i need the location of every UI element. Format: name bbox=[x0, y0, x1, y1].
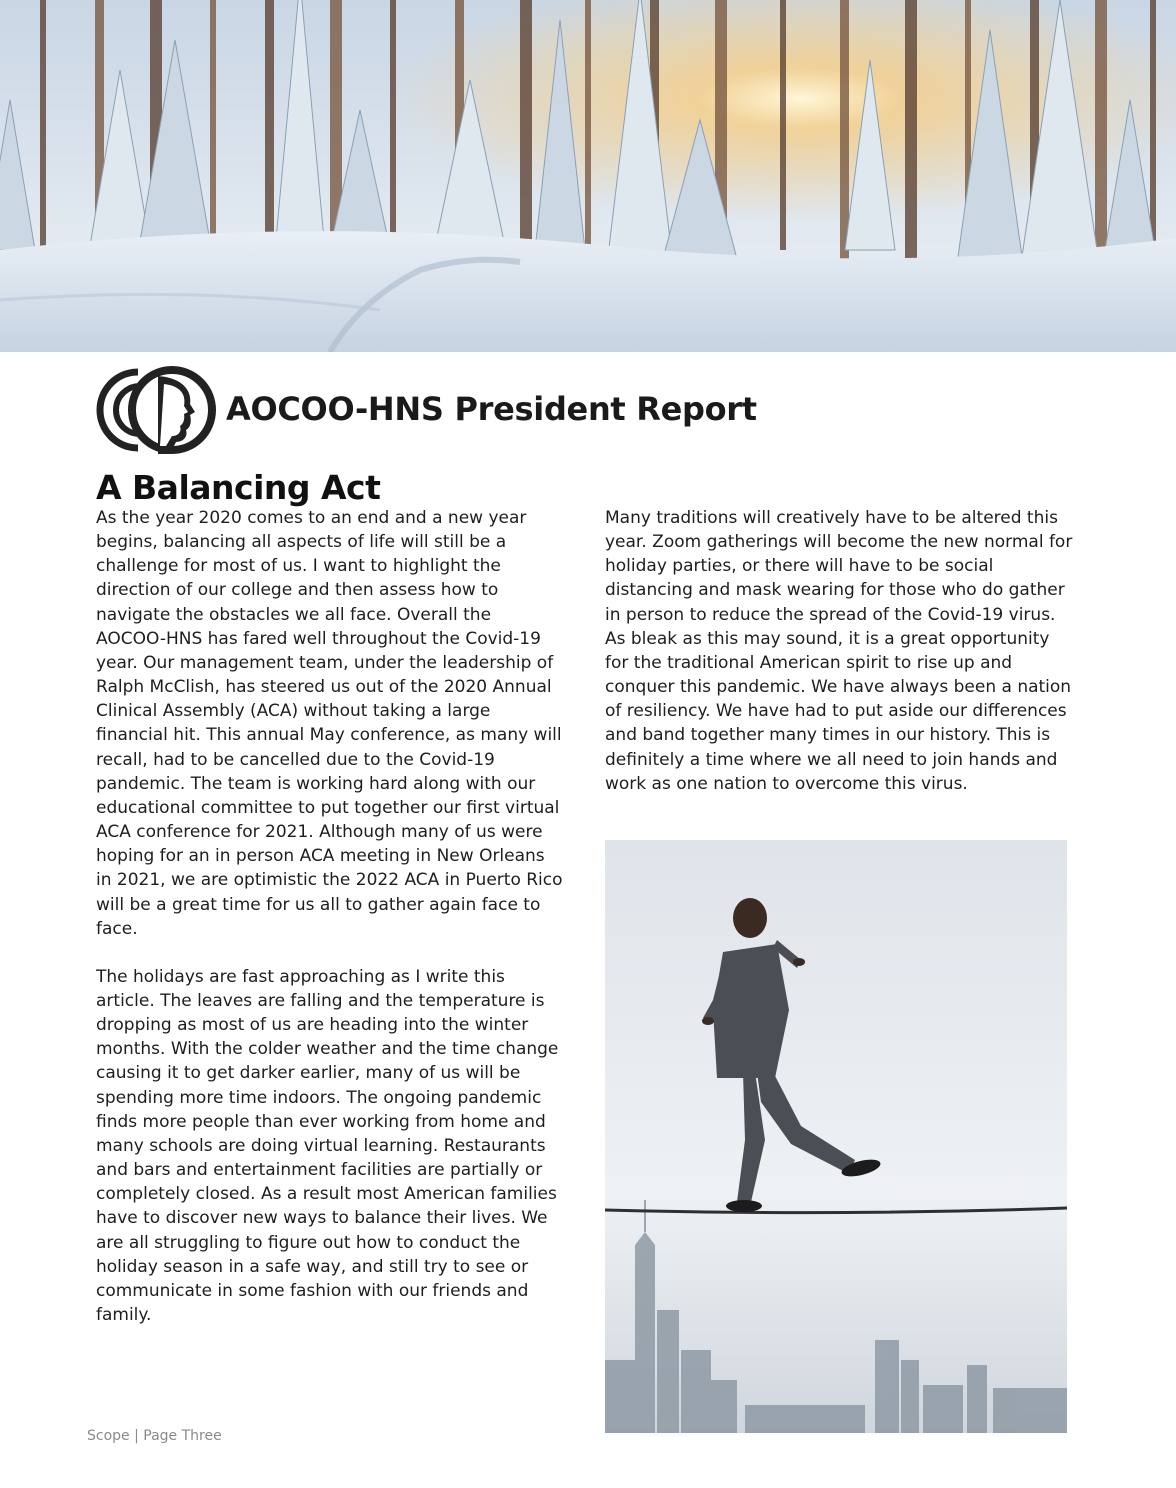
aocoo-hns-logo bbox=[96, 362, 216, 457]
report-title: AOCOO-HNS President Report bbox=[226, 390, 757, 428]
tightrope-illustration bbox=[605, 840, 1067, 1433]
article-paragraph: As the year 2020 comes to an end and a new year begins, balancing all aspects of life will still be a challenge for most of us. I want to highlight the direction of our college and then assess how to navigate the obstacles we all face. Overall the AOCOO-HNS has fared well throughout the Covid-19 year. Our management team, under the leadership of Ralph McClish, has steered us out of the 2020 Annual Clinical Assembly (ACA) without taking a large financial hit. This annual May conference, as many will recall, had to be cancelled due to the Covid-19 pandemic. The team is working hard along with our educational committee to put together our first virtual ACA conference for 2021. Although many of us were hoping for an in person ACA meeting in New Orleans in 2021, we are optimistic the 2022 ACA in Puerto Rico will be a great time for us all to gather again face to face. bbox=[96, 508, 563, 939]
article-column-right bbox=[605, 506, 1073, 796]
article-paragraph: The holidays are fast approaching as I write this article. The leaves are falling and the temperature is dropping as most of us are heading into the winter months. With the colder weather and the time change causing it to get darker earlier, many of us will be spending more time indoors. The ongoing pandemic finds more people than ever working from home and many schools are doing virtual learning. Restaurants and bars and entertainment facilities are partially or completely closed. As a result most American families have to discover new ways to balance their lives. We are all struggling to figure out how to conduct the holiday season in a safe way, and still try to see or communicate in some fashion with our friends and family. bbox=[96, 966, 559, 1325]
hero-image bbox=[0, 0, 1176, 352]
article-column-left bbox=[96, 506, 564, 1327]
page-footer: Scope | Page Three bbox=[87, 1428, 222, 1444]
article-headline: A Balancing Act bbox=[96, 468, 381, 507]
tightrope-walker-photo bbox=[605, 840, 1067, 1433]
report-header bbox=[96, 362, 1096, 457]
article-paragraph: Many traditions will creatively have to be altered this year. Zoom gatherings will become the new normal for holiday parties, or there will have to be social distancing and mask wearing for those who do gather in person to reduce the spread of the Covid-19 virus. As bleak as this may sound, it is a great opportunity for the traditional American spirit to rise up and conquer this pandemic. We have always been a nation of resiliency. We have had to put aside our differences and band together many times in our history. This is definitely a time where we all need to join hands and work as one nation to overcome this virus. bbox=[605, 508, 1073, 794]
snowy-forest-photo bbox=[0, 0, 1176, 352]
